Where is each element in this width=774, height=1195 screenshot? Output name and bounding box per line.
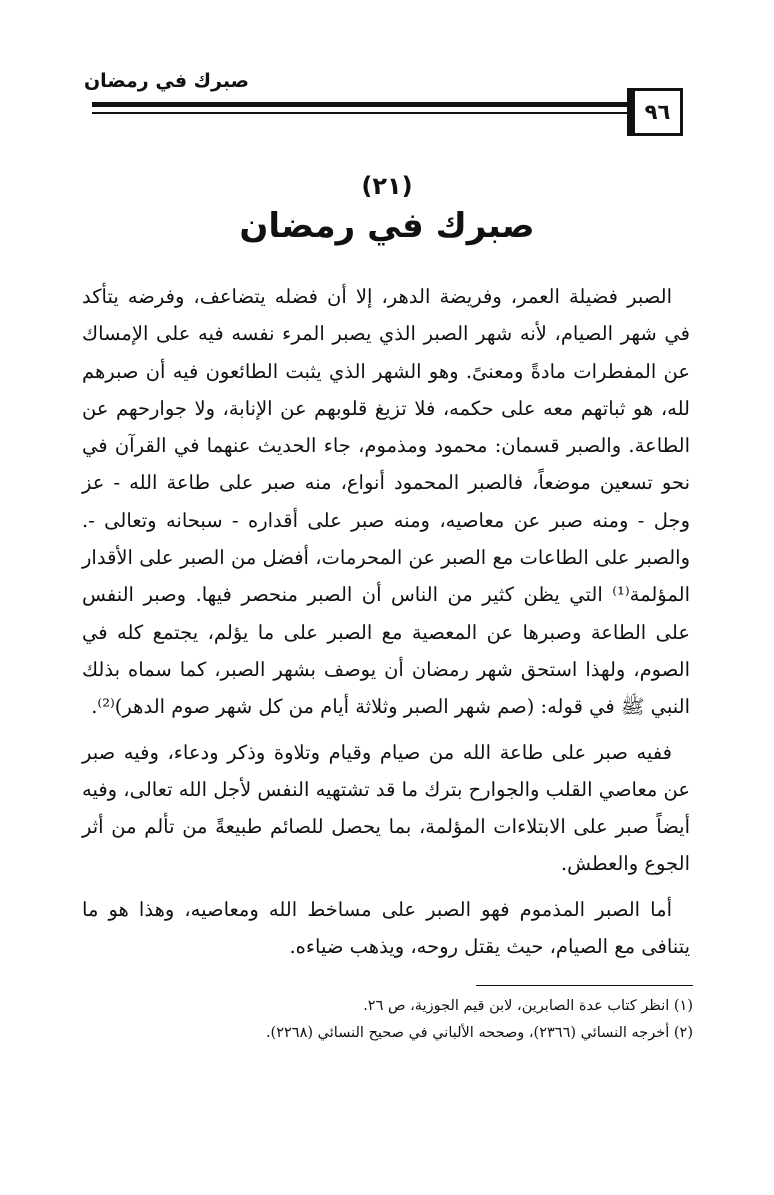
page-header xyxy=(0,0,774,150)
footnote: (١) انظر كتاب عدة الصابرين، لابن قيم الجوزية، ص ٢٦. xyxy=(363,998,693,1014)
paragraph: ففيه صبر على طاعة الله من صيام وقيام وتلاوة وذكر ودعاء، وفيه صبر عن معاصي القلب والجوارح بترك ما قد تشتهيه النفس لأجل الله تعالى، وفيه أيضاً صبر على الابتلاءات المؤلمة، بما يحصل للصائم طبيعةً من تألم من أثر الجوع والعطش. xyxy=(82,740,690,876)
body-text xyxy=(82,278,690,973)
page-number: ٩٦ xyxy=(644,100,671,124)
header-rule-thin xyxy=(92,112,627,114)
chapter-title: صبرك في رمضان xyxy=(239,206,535,246)
footnote-separator xyxy=(476,985,693,986)
header-rule-thick xyxy=(92,102,627,107)
page-number-box xyxy=(627,88,683,136)
paragraph: أما الصبر المذموم فهو الصبر على مساخط الله ومعاصيه، وهذا هو ما يتنافى مع الصيام، حيث يقتل روحه، ويذهب ضياءه. xyxy=(82,897,690,959)
running-title: صبرك في رمضان xyxy=(83,70,249,92)
footnotes xyxy=(190,993,693,1047)
paragraph: الصبر فضيلة العمر، وفريضة الدهر، إلا أن فضله يتضاعف، وفرضه يتأكد في شهر الصيام، لأنه شهر الصبر الذي يصبر المرء نفسه فيه على الإمساك عن المفطرات مادةً ومعنىً. وهو الشهر الذي يثبت الطائعون فيه أن صبرهم لله، هو ثباتهم معه على حكمه، فلا تزيغ قلوبهم عن الإنابة، ولا جوارحهم عن الطاعة. والصبر قسمان: محمود ومذموم، جاء الحديث عنهما في القرآن في نحو تسعين موضعاً، فالصبر المحمود أنواع، منه صبر على طاعة الله - عز وجل - ومنه صبر عن معاصيه، ومنه صبر على أقداره - سبحانه وتعالى -. والصبر على الطاعات مع الصبر عن المحرمات، أفضل من الصبر على الأقدار المؤلمة⁽¹⁾ التي يظن كثير من الناس أن الصبر منحصر فيها. وصبر النفس على الطاعة وصبرها عن المعصية مع الصبر على ما يؤلم، يجتمع كله في الصوم، ولهذا استحق شهر رمضان أن يوصف بشهر الصبر، كما سماه بذلك النبي ﷺ في قوله: (صم شهر الصبر وثلاثة أيام من كل شهر صوم الدهر)⁽²⁾. xyxy=(82,285,690,719)
footnote: (٢) أخرجه النسائي (٢٣٦٦)، وصححه الألباني في صحيح النسائي (٢٢٦٨). xyxy=(265,1025,693,1041)
chapter-number: (٢١) xyxy=(361,172,413,200)
